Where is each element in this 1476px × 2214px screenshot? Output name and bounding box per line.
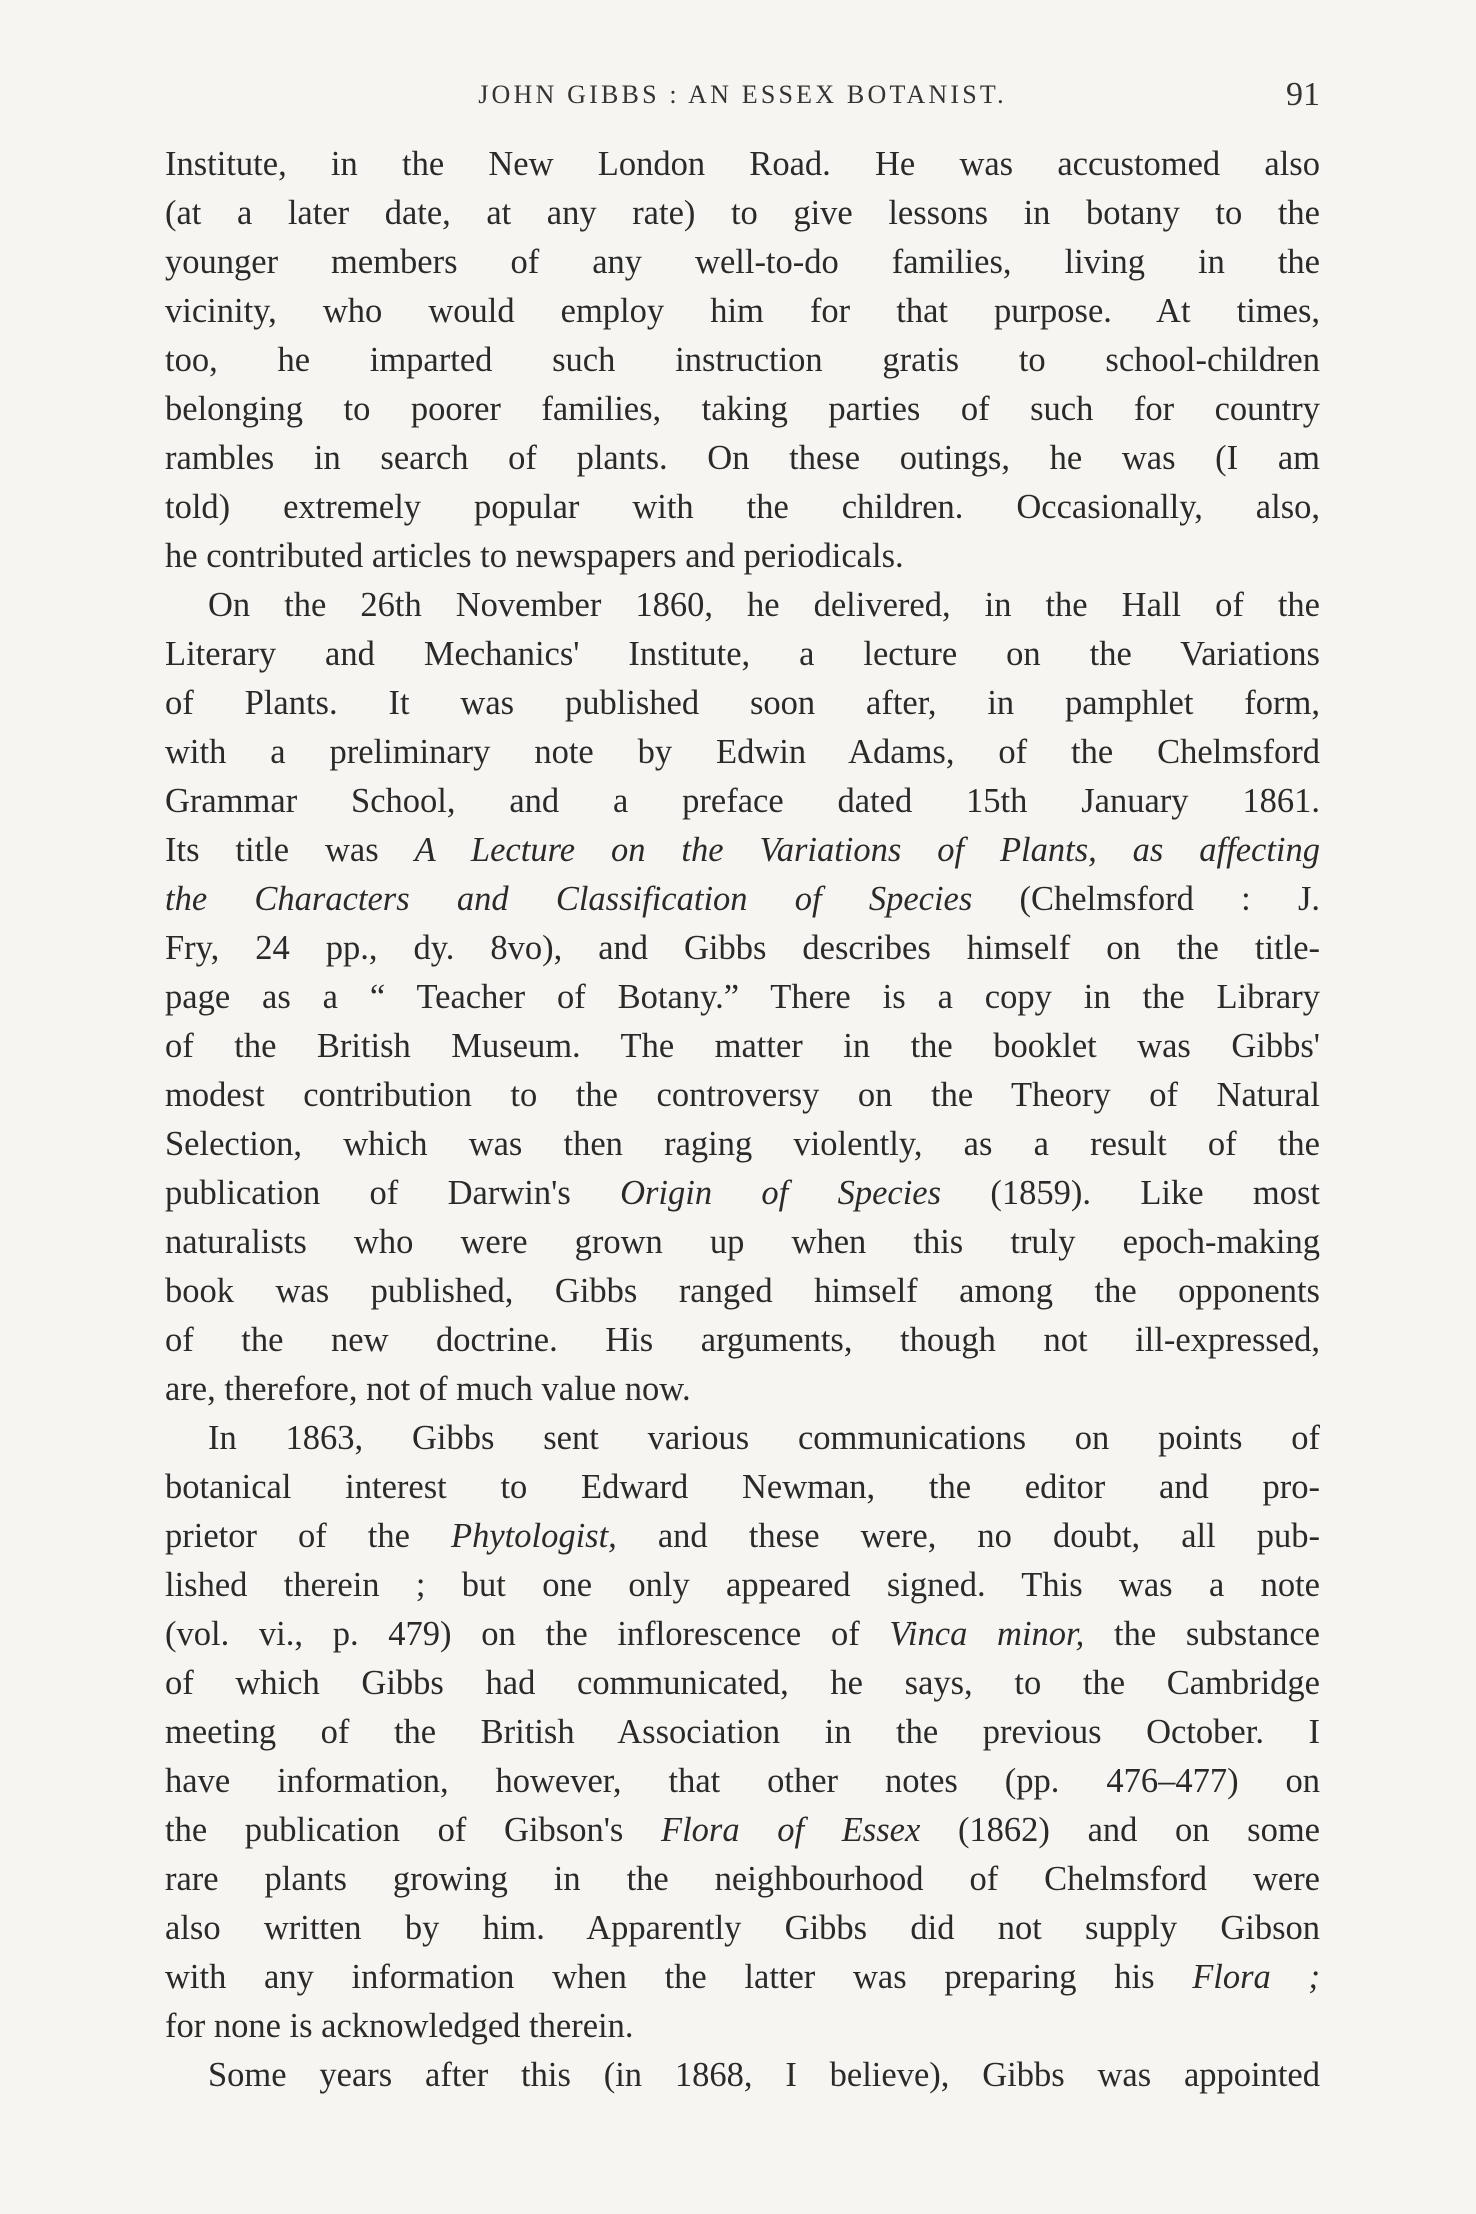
text-line: (at a later date, at any rate) to give lessons in botany to the (165, 194, 1320, 232)
text-line: Selection, which was then raging violently, as a result of the (165, 1125, 1320, 1163)
text-line: (vol. vi., p. 479) on the inflorescence of Vinca minor, the substance (165, 1615, 1320, 1653)
text-line: On the 26th November 1860, he delivered, in the Hall of the (208, 586, 1320, 624)
text-line: with a preliminary note by Edwin Adams, of the Chelmsford (165, 733, 1320, 771)
text-line: meeting of the British Association in the previous October. I (165, 1713, 1320, 1751)
page-number: 91 (1286, 76, 1320, 113)
journal-title: Phytologist, (451, 1517, 617, 1555)
text-line: are, therefore, not of much value now. (165, 1370, 691, 1408)
book-title: A Lecture on the Variations of Plants, as affecting (414, 831, 1320, 869)
darwin-title: Origin of Species (620, 1174, 942, 1212)
text-line: In 1863, Gibbs sent various communications on points of (208, 1419, 1320, 1457)
text-line: modest contribution to the controversy on the Theory of Natural (165, 1076, 1320, 1114)
text-line: Fry, 24 pp., dy. 8vo), and Gibbs describes himself on the title- (165, 929, 1320, 967)
text-line: of which Gibbs had communicated, he says, to the Cambridge (165, 1664, 1320, 1702)
text-line: for none is acknowledged therein. (165, 2007, 634, 2045)
text-line: vicinity, who would employ him for that purpose. At times, (165, 292, 1320, 330)
running-head (165, 70, 1320, 120)
text-line: lished therein ; but one only appeared signed. This was a note (165, 1566, 1320, 1604)
body-text (165, 140, 1320, 2100)
text-line: prietor of the Phytologist, and these were, no doubt, all pub- (165, 1517, 1320, 1555)
text-line: he contributed articles to newspapers and periodicals. (165, 537, 904, 575)
text-line: with any information when the latter was preparing his Flora ; (165, 1958, 1320, 1996)
flora-title: Flora of Essex (661, 1811, 921, 1849)
text-line: Its title was A Lecture on the Variations of Plants, as affecting (165, 831, 1320, 869)
species-name: Vinca minor, (889, 1615, 1085, 1653)
text-line: botanical interest to Edward Newman, the editor and pro- (165, 1468, 1320, 1506)
text-line: too, he imparted such instruction gratis to school-children (165, 341, 1320, 379)
text-line: naturalists who were grown up when this truly epoch-making (165, 1223, 1320, 1261)
text-line: told) extremely popular with the children. Occasionally, also, (165, 488, 1320, 526)
text-line: of Plants. It was published soon after, in pamphlet form, (165, 684, 1320, 722)
text-line: Some years after this (in 1868, I believe), Gibbs was appointed (208, 2056, 1320, 2094)
text-line: of the new doctrine. His arguments, though not ill-expressed, (165, 1321, 1320, 1359)
text-line: the publication of Gibson's Flora of Essex (1862) and on some (165, 1811, 1320, 1849)
text-line: have information, however, that other notes (pp. 476–477) on (165, 1762, 1320, 1800)
text-line: rare plants growing in the neighbourhood of Chelmsford were (165, 1860, 1320, 1898)
text-line: younger members of any well-to-do families, living in the (165, 243, 1320, 281)
book-title-cont: the Characters and Classification of Species (165, 880, 973, 918)
running-title: JOHN GIBBS : AN ESSEX BOTANIST. (478, 80, 1007, 109)
text-line: book was published, Gibbs ranged himself among the opponents (165, 1272, 1320, 1310)
text-line: page as a “ Teacher of Botany.” There is a copy in the Library (165, 978, 1320, 1016)
flora-short-title: Flora ; (1192, 1958, 1320, 1996)
text-line: also written by him. Apparently Gibbs did not supply Gibson (165, 1909, 1320, 1947)
text-line: of the British Museum. The matter in the booklet was Gibbs' (165, 1027, 1320, 1065)
text-line: Institute, in the New London Road. He was accustomed also (165, 145, 1320, 183)
text-line: publication of Darwin's Origin of Species (1859). Like most (165, 1174, 1320, 1212)
text-line: Literary and Mechanics' Institute, a lecture on the Variations (165, 635, 1320, 673)
text-line: belonging to poorer families, taking parties of such for country (165, 390, 1320, 428)
text-line: Grammar School, and a preface dated 15th January 1861. (165, 782, 1320, 820)
text-line: rambles in search of plants. On these outings, he was (I am (165, 439, 1320, 477)
text-line: the Characters and Classification of Species (Chelmsford : J. (165, 880, 1320, 918)
